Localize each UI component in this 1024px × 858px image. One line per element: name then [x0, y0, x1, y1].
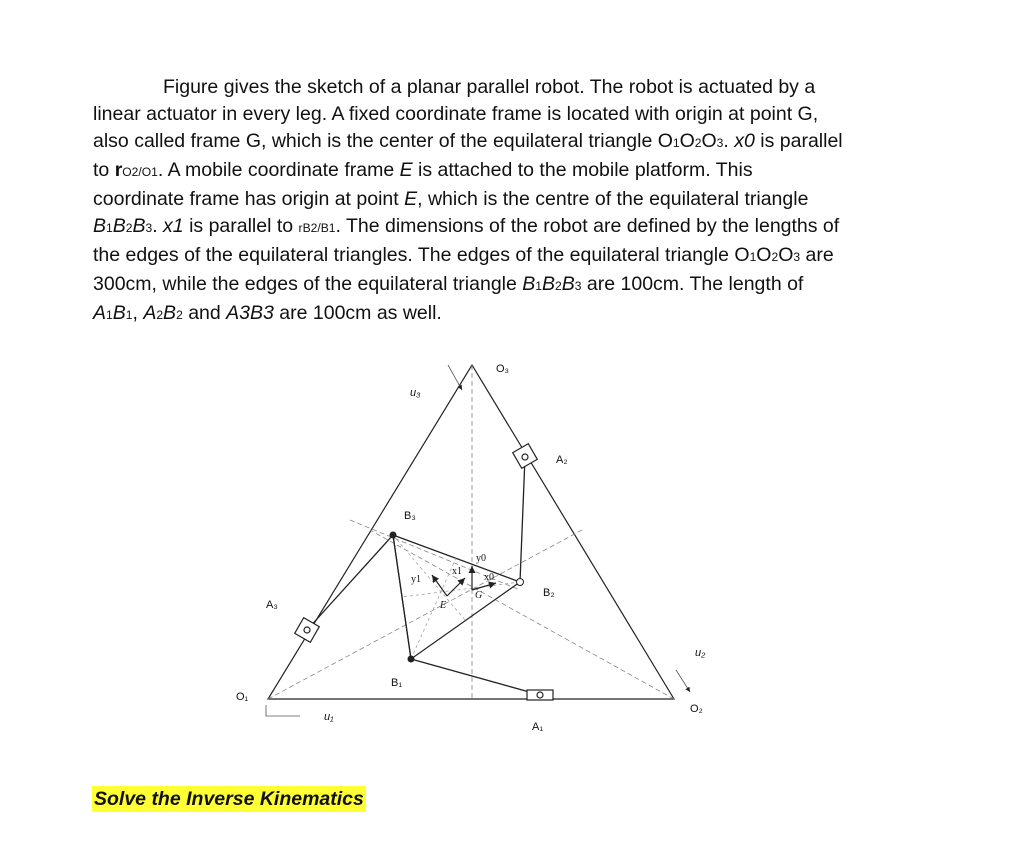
leg-2: [520, 457, 525, 582]
label-B1: B₁: [391, 677, 403, 689]
paragraph-line: A1B1, A2B2 and A3B3 are 100cm as well.: [93, 302, 442, 324]
label-u1: u₁: [324, 711, 334, 723]
label-B3: B₃: [404, 510, 416, 522]
label-A3: A₃: [266, 599, 278, 611]
leg-1: [411, 659, 540, 695]
label-E: E: [440, 600, 447, 611]
joints: [390, 532, 524, 663]
label-u3: u₃: [410, 387, 421, 399]
construction-lines: [268, 365, 674, 699]
label-y0: y0: [476, 553, 486, 564]
paragraph-line: Figure gives the sketch of a planar parallel robot. The robot is actuated by a: [163, 76, 816, 98]
base-triangle: [268, 365, 674, 699]
label-O1: O₁: [236, 691, 249, 703]
leg-3: [307, 535, 411, 659]
slider-A2: [513, 444, 538, 469]
label-x1: x1: [452, 566, 462, 577]
task-label: Solve the Inverse Kinematics: [94, 788, 364, 810]
paragraph-line: B1B2B3. x1 is parallel to rB2/B1. The dimensions of the robot are defined by the lengths of: [93, 215, 840, 237]
paragraph-line: the edges of the equilateral triangles. The edges of the equilateral triangle O1O2O3 are: [93, 244, 834, 266]
paragraph-line: 300cm, while the edges of the equilateral triangle B1B2B3 are 100cm. The length of: [93, 273, 804, 295]
paragraph-line: also called frame G, which is the center of the equilateral triangle O1O2O3. x0 is parallel: [93, 130, 843, 152]
label-x0: x0: [484, 572, 494, 583]
actuator-arrows: [266, 365, 690, 716]
label-y1: y1: [411, 574, 421, 585]
label-O2: O₂: [690, 703, 703, 715]
label-G: G: [475, 590, 483, 601]
label-O3: O₃: [496, 363, 510, 375]
paragraph-line: to rO2/O1. A mobile coordinate frame E is attached to the mobile platform. This: [93, 159, 753, 181]
paragraph-line: coordinate frame has origin at point E, which is the centre of the equilateral triangle: [93, 188, 809, 210]
label-B2: B₂: [543, 587, 555, 599]
label-A1: A₁: [532, 721, 544, 733]
label-u2: u₂: [695, 647, 706, 659]
label-A2: A₂: [556, 454, 568, 466]
paragraph-line: linear actuator in every leg. A fixed coordinate frame is located with origin at point G,: [93, 103, 819, 125]
